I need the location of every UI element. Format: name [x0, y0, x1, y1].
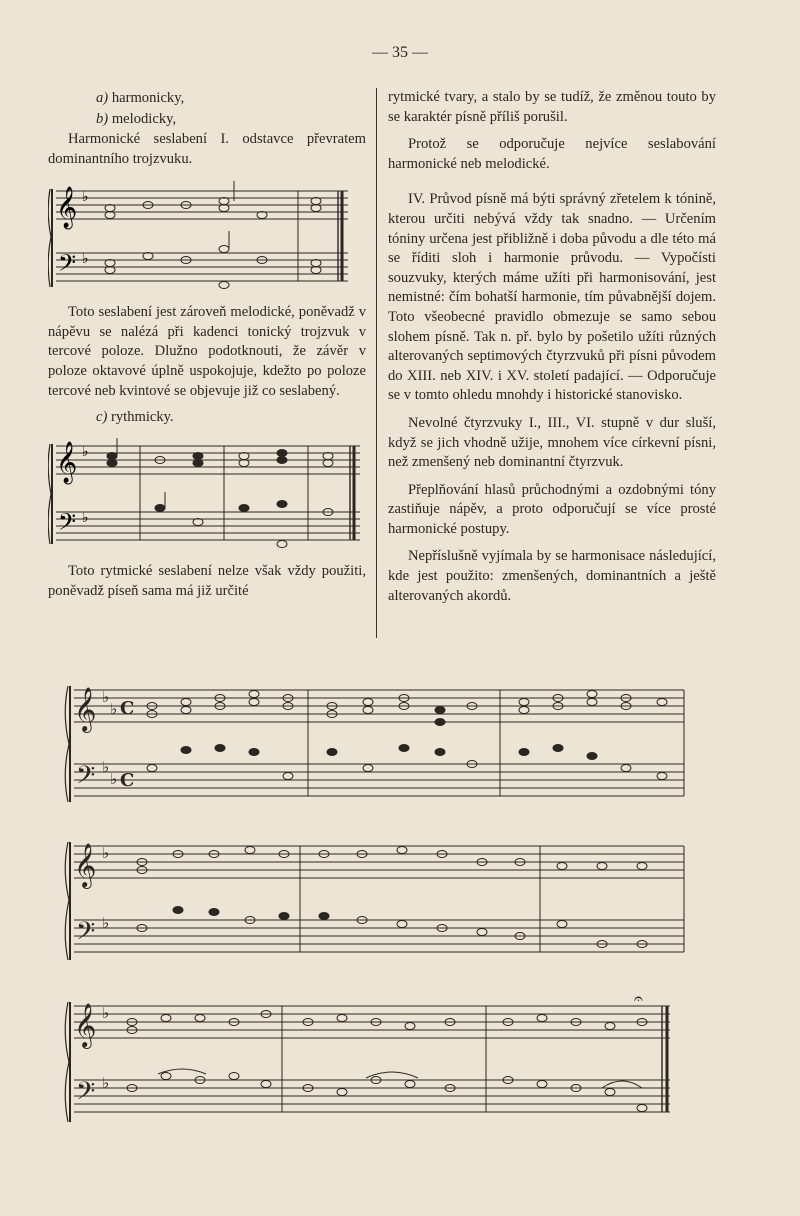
key-flat-3g: ♭ — [102, 1004, 110, 1022]
list-marker-a: a) — [96, 90, 109, 106]
right-column — [388, 88, 716, 606]
key-flat-3b: ♭ — [110, 700, 118, 718]
bass-clef-3a: 𝄢 — [76, 761, 96, 796]
bass-clef-2: 𝄢 — [58, 508, 77, 542]
left-column — [48, 88, 366, 601]
key-flat-1a: ♭ — [82, 189, 89, 206]
system-1-treble — [74, 690, 684, 722]
key-flat-3f: ♭ — [102, 914, 110, 932]
column-divider — [376, 88, 377, 638]
list-item-c — [48, 407, 366, 428]
system-1-bass — [74, 764, 684, 796]
paragraph-right-1: rytmické tvary, a stalo by se tudíž, že změnou touto by se karaktér písně příliš porušil. — [388, 89, 716, 125]
key-flat-3d: ♭ — [110, 770, 118, 788]
bass-clef-1: 𝄢 — [58, 249, 77, 283]
key-flat-3e: ♭ — [102, 844, 110, 862]
key-flat-2b: ♭ — [82, 510, 89, 527]
music-example-3 — [62, 678, 692, 1148]
treble-clef-3c: 𝄞 — [74, 1003, 97, 1047]
key-flat-1b: ♭ — [82, 251, 89, 268]
list-item-b — [48, 109, 366, 130]
key-flat-3c: ♭ — [102, 758, 110, 776]
music-example-2 — [48, 432, 366, 554]
paragraph-harmonic: Harmonické seslabení I. odstavce převratem dominantního trojzvuku. — [48, 131, 366, 167]
paragraph-rhythmic: Toto rytmické seslabení nelze však vždy použiti, poněvadž píseň sama má již určité — [48, 563, 366, 599]
paragraph-right-6: Nepříslušně vyjímala by se harmonisace následující, kde jest použito: zmenšených, dominantních a ještě alterovaných akordů. — [388, 548, 716, 604]
treble-clef-2: 𝄞 — [56, 442, 78, 484]
page-number: — 35 — — [372, 44, 428, 61]
system-1-notes — [147, 691, 667, 780]
time-signature-3b: C — [120, 770, 135, 791]
paragraph-right-4: Nevolné čtyrzvuky I., III., VI. stupně v dur sluší, když se jich vhodně užije, mnohem více církevní písni, než zmenšený neb dominantní čtyrzvuk. — [388, 414, 716, 471]
bass-clef-3c: 𝄢 — [76, 1077, 96, 1112]
paragraph-right-3: IV. Průvod písně má býti správný zřetelem k tónině, kterou určiti nebývá vždy tak snadno. — Určením tóniny určena jest přibližně i doba původu a dle této má se říditi sloh i harmonie průvodu. — Vypočísti souzvuky, kterých máme užíti při harmonisování, jest nemistné: čím bohatší harmonie, tím půvabnější dojem. Toto všeobecné pravidlo obmezuje se samo sebou slohem písně. Tak n. př. bylo by pošetilo užíti různých alterovaných septimových čtyrzvuků při písni původem do XIII. neb XIV. i XV. století padající. — Odporučuje se v tomto ohledu mnohdy i historické stanovisko. — [388, 191, 716, 404]
list-text-b: melodicky, — [108, 111, 177, 127]
treble-clef-1: 𝄞 — [56, 187, 78, 229]
paragraph-right-2: Protož se odporučuje nejvíce seslabování harmonické neb melodické. — [388, 136, 716, 172]
treble-staff-1 — [56, 191, 348, 219]
key-flat-2a: ♭ — [82, 444, 89, 461]
treble-clef-3b: 𝄞 — [74, 843, 97, 887]
time-signature-3a: C — [120, 698, 135, 719]
list-text-a: harmonicky, — [108, 90, 185, 106]
list-text-c: rythmicky. — [107, 409, 174, 426]
list-item-a — [48, 88, 366, 109]
fermata-icon: 𝄐 — [634, 989, 643, 1008]
key-flat-3a: ♭ — [102, 688, 110, 706]
paragraph-melodic: Toto seslabení jest zároveň melodické, poněvadž v nápěvu se nalézá při kadenci tonický trojzvuk v tercové poloze. Dlužno podotknouti, že závěr v poloze oktavové úplně uspokojuje, kdežto po poloze tercové neb kvintové se objevuje již co seslabený. — [48, 304, 366, 399]
key-flat-3h: ♭ — [102, 1074, 110, 1092]
treble-clef-3a: 𝄞 — [74, 687, 97, 731]
bass-clef-3b: 𝄢 — [76, 917, 96, 952]
paragraph-right-5: Přeplňování hlasů průchodnými a ozdobnými tóny zastiňuje nápěv, a proto odporučují se více prosté harmonické postupy. — [388, 481, 716, 537]
music-example-1 — [48, 179, 366, 297]
list-marker-b: b) — [96, 111, 109, 127]
list-marker-c: c) — [96, 409, 108, 426]
bass-staff-1 — [56, 253, 348, 281]
